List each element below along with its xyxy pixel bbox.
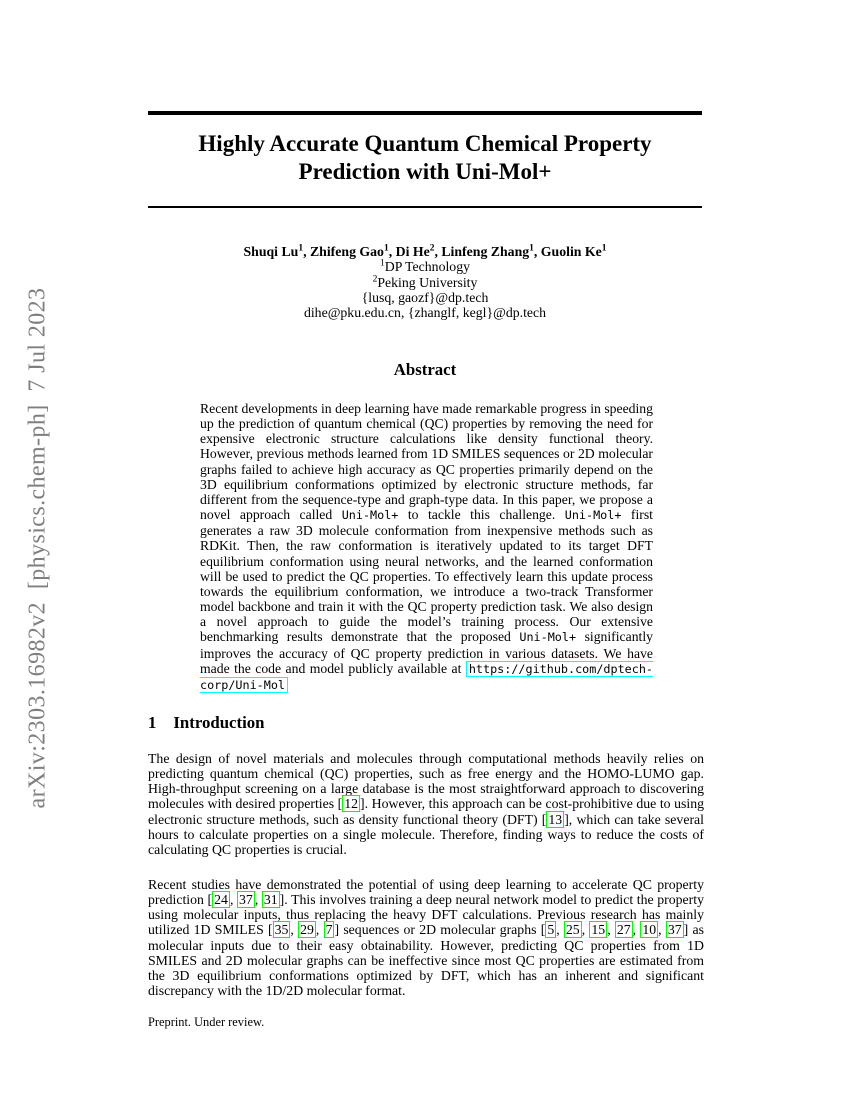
- citation-link[interactable]: 15: [591, 922, 606, 938]
- abstract-body: Recent developments in deep learning have made remarkable progress in speeding up the prediction of quantum chemical (QC) properties by removing the need for expensive electronic structure calculations like density functional theory. However, previous methods learned from 1D SMILES sequences or 2D molecular graphs failed to achieve high accuracy as QC properties primarily depend on the 3D equilibrium conformations optimized by electronic structure methods, far different from the sequence-type and graph-type data. In this paper, we propose a novel approach called Uni-Mol+ to tackle this challenge. Uni-Mol+ first generates a raw 3D molecule conformation from inexpensive methods such as RDKit. Then, the raw conformation is iteratively updated to its target DFT equilibrium conformation using neural networks, and the learned conformation will be used to predict the QC properties. To effectively learn this update process towards the equilibrium conformation, we introduce a two-track Transformer model backbone and train it with the QC property prediction task. We also design a novel approach to guide the model’s training process. Our extensive benchmarking results demonstrate that the proposed Uni-Mol+ significantly improves the accuracy of QC property prediction in various datasets. We have made the code and model publicly available at https://github.com/dptech-corp/Uni-Mol: [200, 401, 653, 692]
- citation-link[interactable]: 37: [239, 892, 253, 908]
- citation-link[interactable]: 37: [667, 922, 682, 938]
- intro-paragraph-2: Recent studies have demonstrated the potential of using deep learning to accelerate QC property prediction [ 24 , 37 , 31 ]. This involves training a deep neural network model to predict the property using molecular inputs, thus replacing the heavy DFT calculations. Previous research has mainly utilized 1D SMILES [ 35 , 29 , 7 ] sequences or 2D molecular graphs [ 5 , 25 , 15 , 27 , 10 , 37 ] as molecular inputs due to their easy obtainability. However, predicting QC properties from 1D SMILES and 2D molecular graphs can be ineffective since most QC properties are estimated from the 3D equilibrium conformations optimized by DFT, which has an inherent and significant discrepancy with the 1D/2D molecular format.: [148, 877, 704, 999]
- inline-code: Uni-Mol+: [341, 508, 399, 523]
- citation-link[interactable]: 13: [548, 811, 563, 827]
- affiliation-2: $^2$Peking University: [372, 274, 478, 290]
- title-rule-bottom: [148, 206, 702, 208]
- superscript-affiliation-marker: 1: [529, 243, 534, 254]
- inline-code: Uni-Mol+: [564, 508, 622, 523]
- intro-paragraph-1: The design of novel materials and molecules through computational methods heavily relies on predicting quantum chemical (QC) properties, such as free energy and the HOMO-LUMO gap. High-throughput screening on a large database is the most straightforward approach to discovering molecules with desired properties [ 12 ]. However, this approach can be cost-prohibitive due to using electronic structure methods, such as density functional theory (DFT) [ 13 ], which can take several hours to calculate properties on a single molecule. Therefore, finding ways to reduce the costs of calculating QC properties is crucial.: [148, 751, 704, 857]
- abstract-heading: Abstract: [393, 360, 457, 379]
- superscript-affiliation-marker: 1: [298, 243, 304, 254]
- superscript-affiliation-marker: 1: [379, 258, 385, 269]
- superscript-affiliation-marker: 1: [383, 243, 389, 254]
- url-link[interactable]: https://github.com/dptech-corp/Uni-Mol: [200, 661, 653, 692]
- paper-title: [148, 130, 702, 186]
- footer-note: Preprint. Under review.: [148, 1015, 265, 1029]
- section-title: Introduction: [173, 713, 265, 732]
- inline-code: Uni-Mol+: [519, 630, 577, 645]
- superscript-affiliation-marker: 2: [429, 243, 435, 254]
- affiliation-1: $^1$DP Technology: [379, 258, 470, 275]
- citation-link[interactable]: 27: [616, 922, 631, 938]
- author-block: [148, 244, 702, 320]
- citation-link[interactable]: 7: [325, 922, 333, 938]
- citation-link[interactable]: 24: [214, 892, 228, 908]
- title-rule-top: [148, 111, 702, 115]
- citation-link[interactable]: 5: [547, 922, 555, 938]
- superscript-affiliation-marker: 2: [372, 274, 378, 284]
- section-heading-introduction: [148, 713, 264, 733]
- arxiv-watermark: arXiv:2303.16982v2 [physics.chem-ph] 7 Jul 2023: [24, 287, 51, 809]
- superscript-affiliation-marker: 1: [601, 243, 607, 254]
- citation-link[interactable]: 35: [274, 922, 289, 938]
- citation-link[interactable]: 12: [344, 796, 359, 812]
- section-number: 1: [148, 713, 157, 732]
- email-line-1: {lusq, gaozf}@dp.tech: [361, 289, 489, 305]
- paper-title-text: Highly Accurate Quantum Chemical Property Prediction with Uni-Mol+: [198, 131, 652, 184]
- author-names: Shuqi Lu$^1$, Zhifeng Gao$^1$, Di He$^2$, Linfeng Zhang$^1$, Guolin Ke$^1$: [243, 243, 607, 259]
- citation-link[interactable]: 29: [300, 922, 314, 938]
- citation-link[interactable]: 10: [642, 922, 657, 938]
- citation-link[interactable]: 31: [263, 892, 278, 908]
- citation-link[interactable]: 25: [565, 922, 580, 938]
- email-line-2: dihe@pku.edu.cn, {zhanglf, kegl}@dp.tech: [303, 305, 547, 321]
